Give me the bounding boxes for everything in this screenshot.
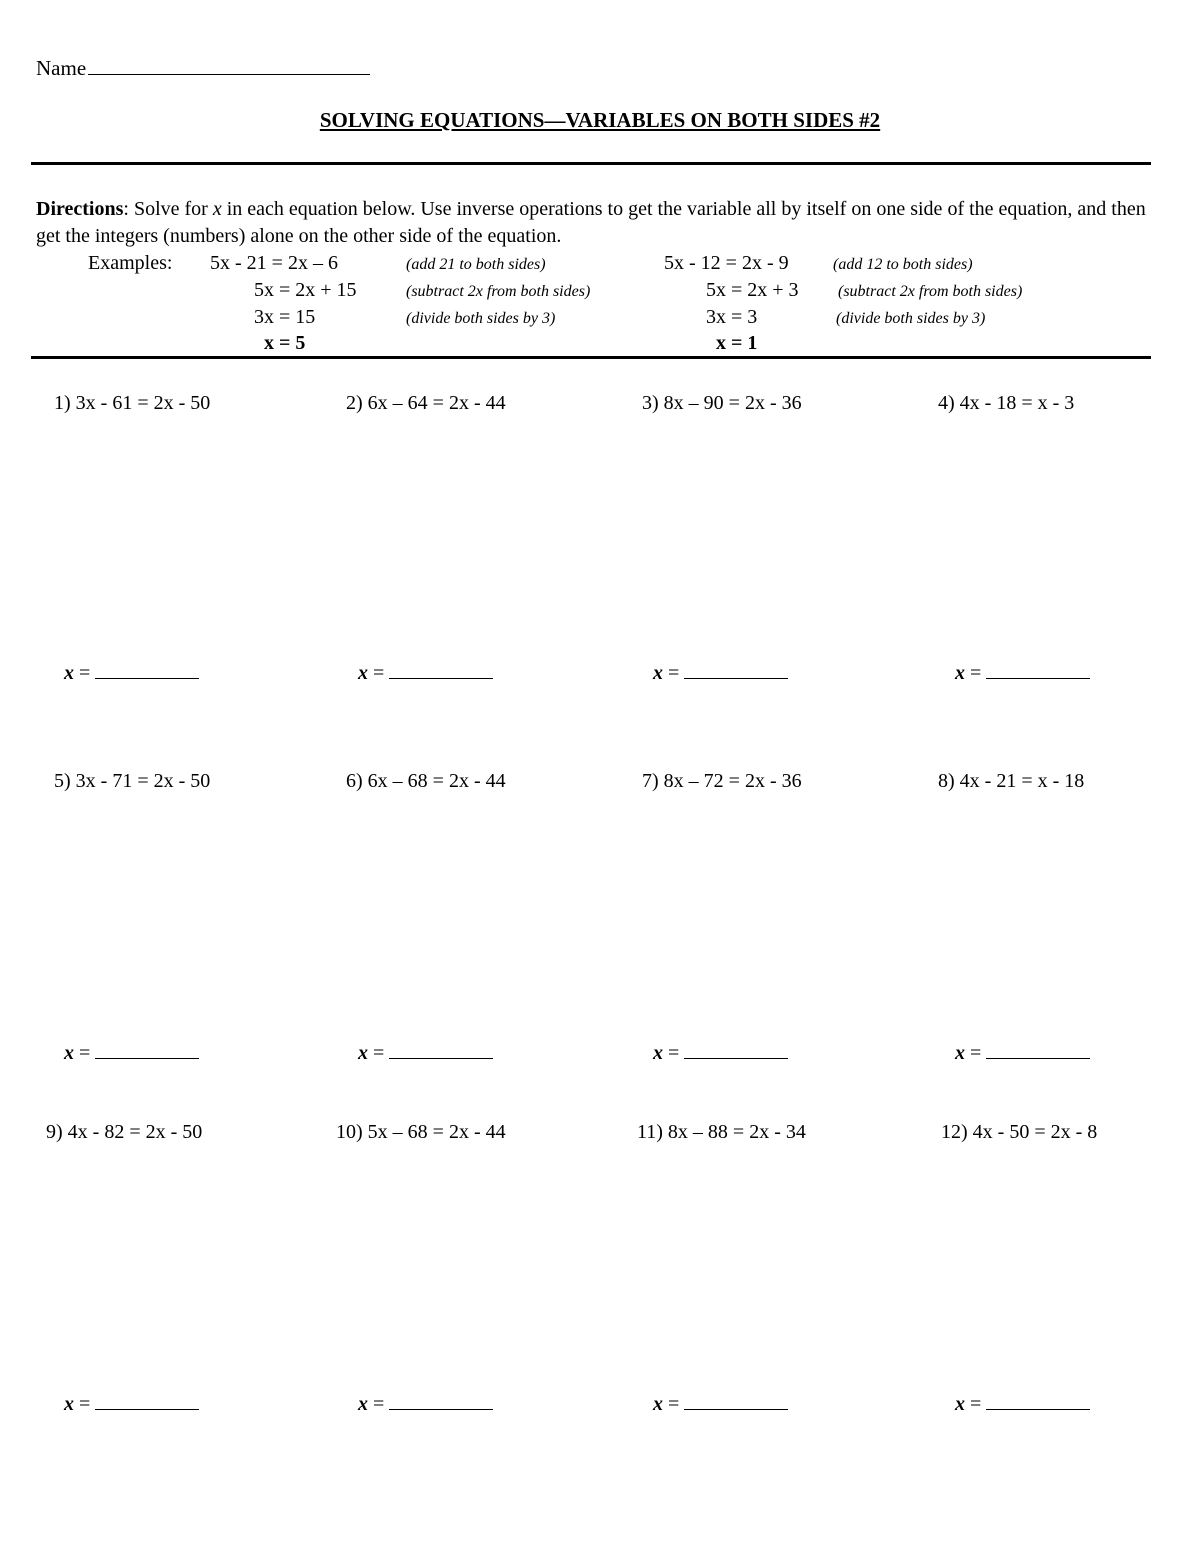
examples-label: Examples: — [88, 252, 173, 274]
answer-equals: = — [970, 1393, 982, 1415]
answer-variable: x — [64, 662, 74, 684]
example-left-note-3: (divide both sides by 3) — [406, 310, 556, 327]
name-field[interactable] — [36, 56, 370, 81]
answer-10[interactable] — [358, 1393, 493, 1416]
answer-variable: x — [653, 1393, 663, 1415]
directions-text-2: in each equation below. Use inverse operations to get the variable all by itself on one side of the equation, and then get the integers (numbers) alone on the other side of the equation. — [36, 198, 1146, 247]
problem-11: 11) 8x – 88 = 2x - 34 — [637, 1121, 806, 1143]
answer-3[interactable] — [653, 662, 788, 685]
example-left-step-3: 3x = 15 — [254, 306, 316, 328]
problem-10: 10) 5x – 68 = 2x - 44 — [336, 1121, 506, 1143]
answer-variable: x — [358, 1393, 368, 1415]
answer-variable: x — [653, 662, 663, 684]
problem-9: 9) 4x - 82 = 2x - 50 — [46, 1121, 203, 1143]
answer-variable: x — [955, 1042, 965, 1064]
answer-equals: = — [79, 1393, 91, 1415]
answer-equals: = — [668, 662, 680, 684]
answer-9[interactable] — [64, 1393, 199, 1416]
answer-blank[interactable] — [684, 1042, 788, 1059]
answer-variable: x — [955, 662, 965, 684]
problem-2: 2) 6x – 64 = 2x - 44 — [346, 392, 506, 414]
answer-variable: x — [358, 662, 368, 684]
problem-12: 12) 4x - 50 = 2x - 8 — [941, 1121, 1098, 1143]
answer-variable: x — [64, 1042, 74, 1064]
answer-variable: x — [358, 1042, 368, 1064]
worksheet-title: SOLVING EQUATIONS—VARIABLES ON BOTH SIDES #2 — [319, 108, 881, 132]
answer-equals: = — [373, 662, 385, 684]
example-left-note-2: (subtract 2x from both sides) — [406, 283, 591, 300]
answer-blank[interactable] — [95, 1393, 199, 1410]
top-divider — [31, 162, 1151, 165]
directions-variable: x — [212, 198, 222, 220]
answer-equals: = — [79, 662, 91, 684]
answer-blank[interactable] — [986, 1042, 1090, 1059]
answer-blank[interactable] — [986, 1393, 1090, 1410]
directions-label: Directions — [36, 198, 124, 220]
answer-equals: = — [668, 1393, 680, 1415]
answer-equals: = — [970, 1042, 982, 1064]
answer-variable: x — [653, 1042, 663, 1064]
answer-blank[interactable] — [684, 662, 788, 679]
directions-paragraph — [36, 196, 1146, 250]
answer-8[interactable] — [955, 1042, 1090, 1065]
answer-6[interactable] — [358, 1042, 493, 1065]
answer-blank[interactable] — [986, 662, 1090, 679]
example-left-note-1: (add 21 to both sides) — [406, 256, 546, 273]
name-blank-line[interactable] — [88, 56, 370, 75]
example-right-step-2: 5x = 2x + 3 — [706, 279, 799, 301]
problem-5: 5) 3x - 71 = 2x - 50 — [54, 770, 211, 792]
answer-5[interactable] — [64, 1042, 199, 1065]
answer-blank[interactable] — [389, 662, 493, 679]
answer-blank[interactable] — [95, 662, 199, 679]
answer-variable: x — [64, 1393, 74, 1415]
answer-equals: = — [668, 1042, 680, 1064]
name-label: Name — [36, 56, 87, 80]
example-left-answer: x = 5 — [264, 332, 306, 354]
example-right-note-2: (subtract 2x from both sides) — [838, 283, 1023, 300]
answer-equals: = — [373, 1393, 385, 1415]
problem-6: 6) 6x – 68 = 2x - 44 — [346, 770, 506, 792]
example-right-step-3: 3x = 3 — [706, 306, 758, 328]
examples-divider — [31, 356, 1151, 359]
problem-8: 8) 4x - 21 = x - 18 — [938, 770, 1085, 792]
answer-blank[interactable] — [389, 1393, 493, 1410]
answer-blank[interactable] — [684, 1393, 788, 1410]
example-left-step-2: 5x = 2x + 15 — [254, 279, 357, 301]
problem-7: 7) 8x – 72 = 2x - 36 — [642, 770, 802, 792]
answer-7[interactable] — [653, 1042, 788, 1065]
problem-1: 1) 3x - 61 = 2x - 50 — [54, 392, 211, 414]
answer-blank[interactable] — [389, 1042, 493, 1059]
answer-equals: = — [970, 662, 982, 684]
example-left-step-1: 5x - 21 = 2x – 6 — [210, 252, 338, 274]
answer-equals: = — [79, 1042, 91, 1064]
answer-equals: = — [373, 1042, 385, 1064]
problem-4: 4) 4x - 18 = x - 3 — [938, 392, 1075, 414]
answer-11[interactable] — [653, 1393, 788, 1416]
answer-4[interactable] — [955, 662, 1090, 685]
problem-3: 3) 8x – 90 = 2x - 36 — [642, 392, 802, 414]
example-right-answer: x = 1 — [716, 332, 758, 354]
directions-text-1: : Solve for — [123, 198, 213, 220]
answer-blank[interactable] — [95, 1042, 199, 1059]
answer-1[interactable] — [64, 662, 199, 685]
answer-variable: x — [955, 1393, 965, 1415]
example-right-note-1: (add 12 to both sides) — [833, 256, 973, 273]
example-right-note-3: (divide both sides by 3) — [836, 310, 986, 327]
example-right-step-1: 5x - 12 = 2x - 9 — [664, 252, 789, 274]
answer-12[interactable] — [955, 1393, 1090, 1416]
answer-2[interactable] — [358, 662, 493, 685]
